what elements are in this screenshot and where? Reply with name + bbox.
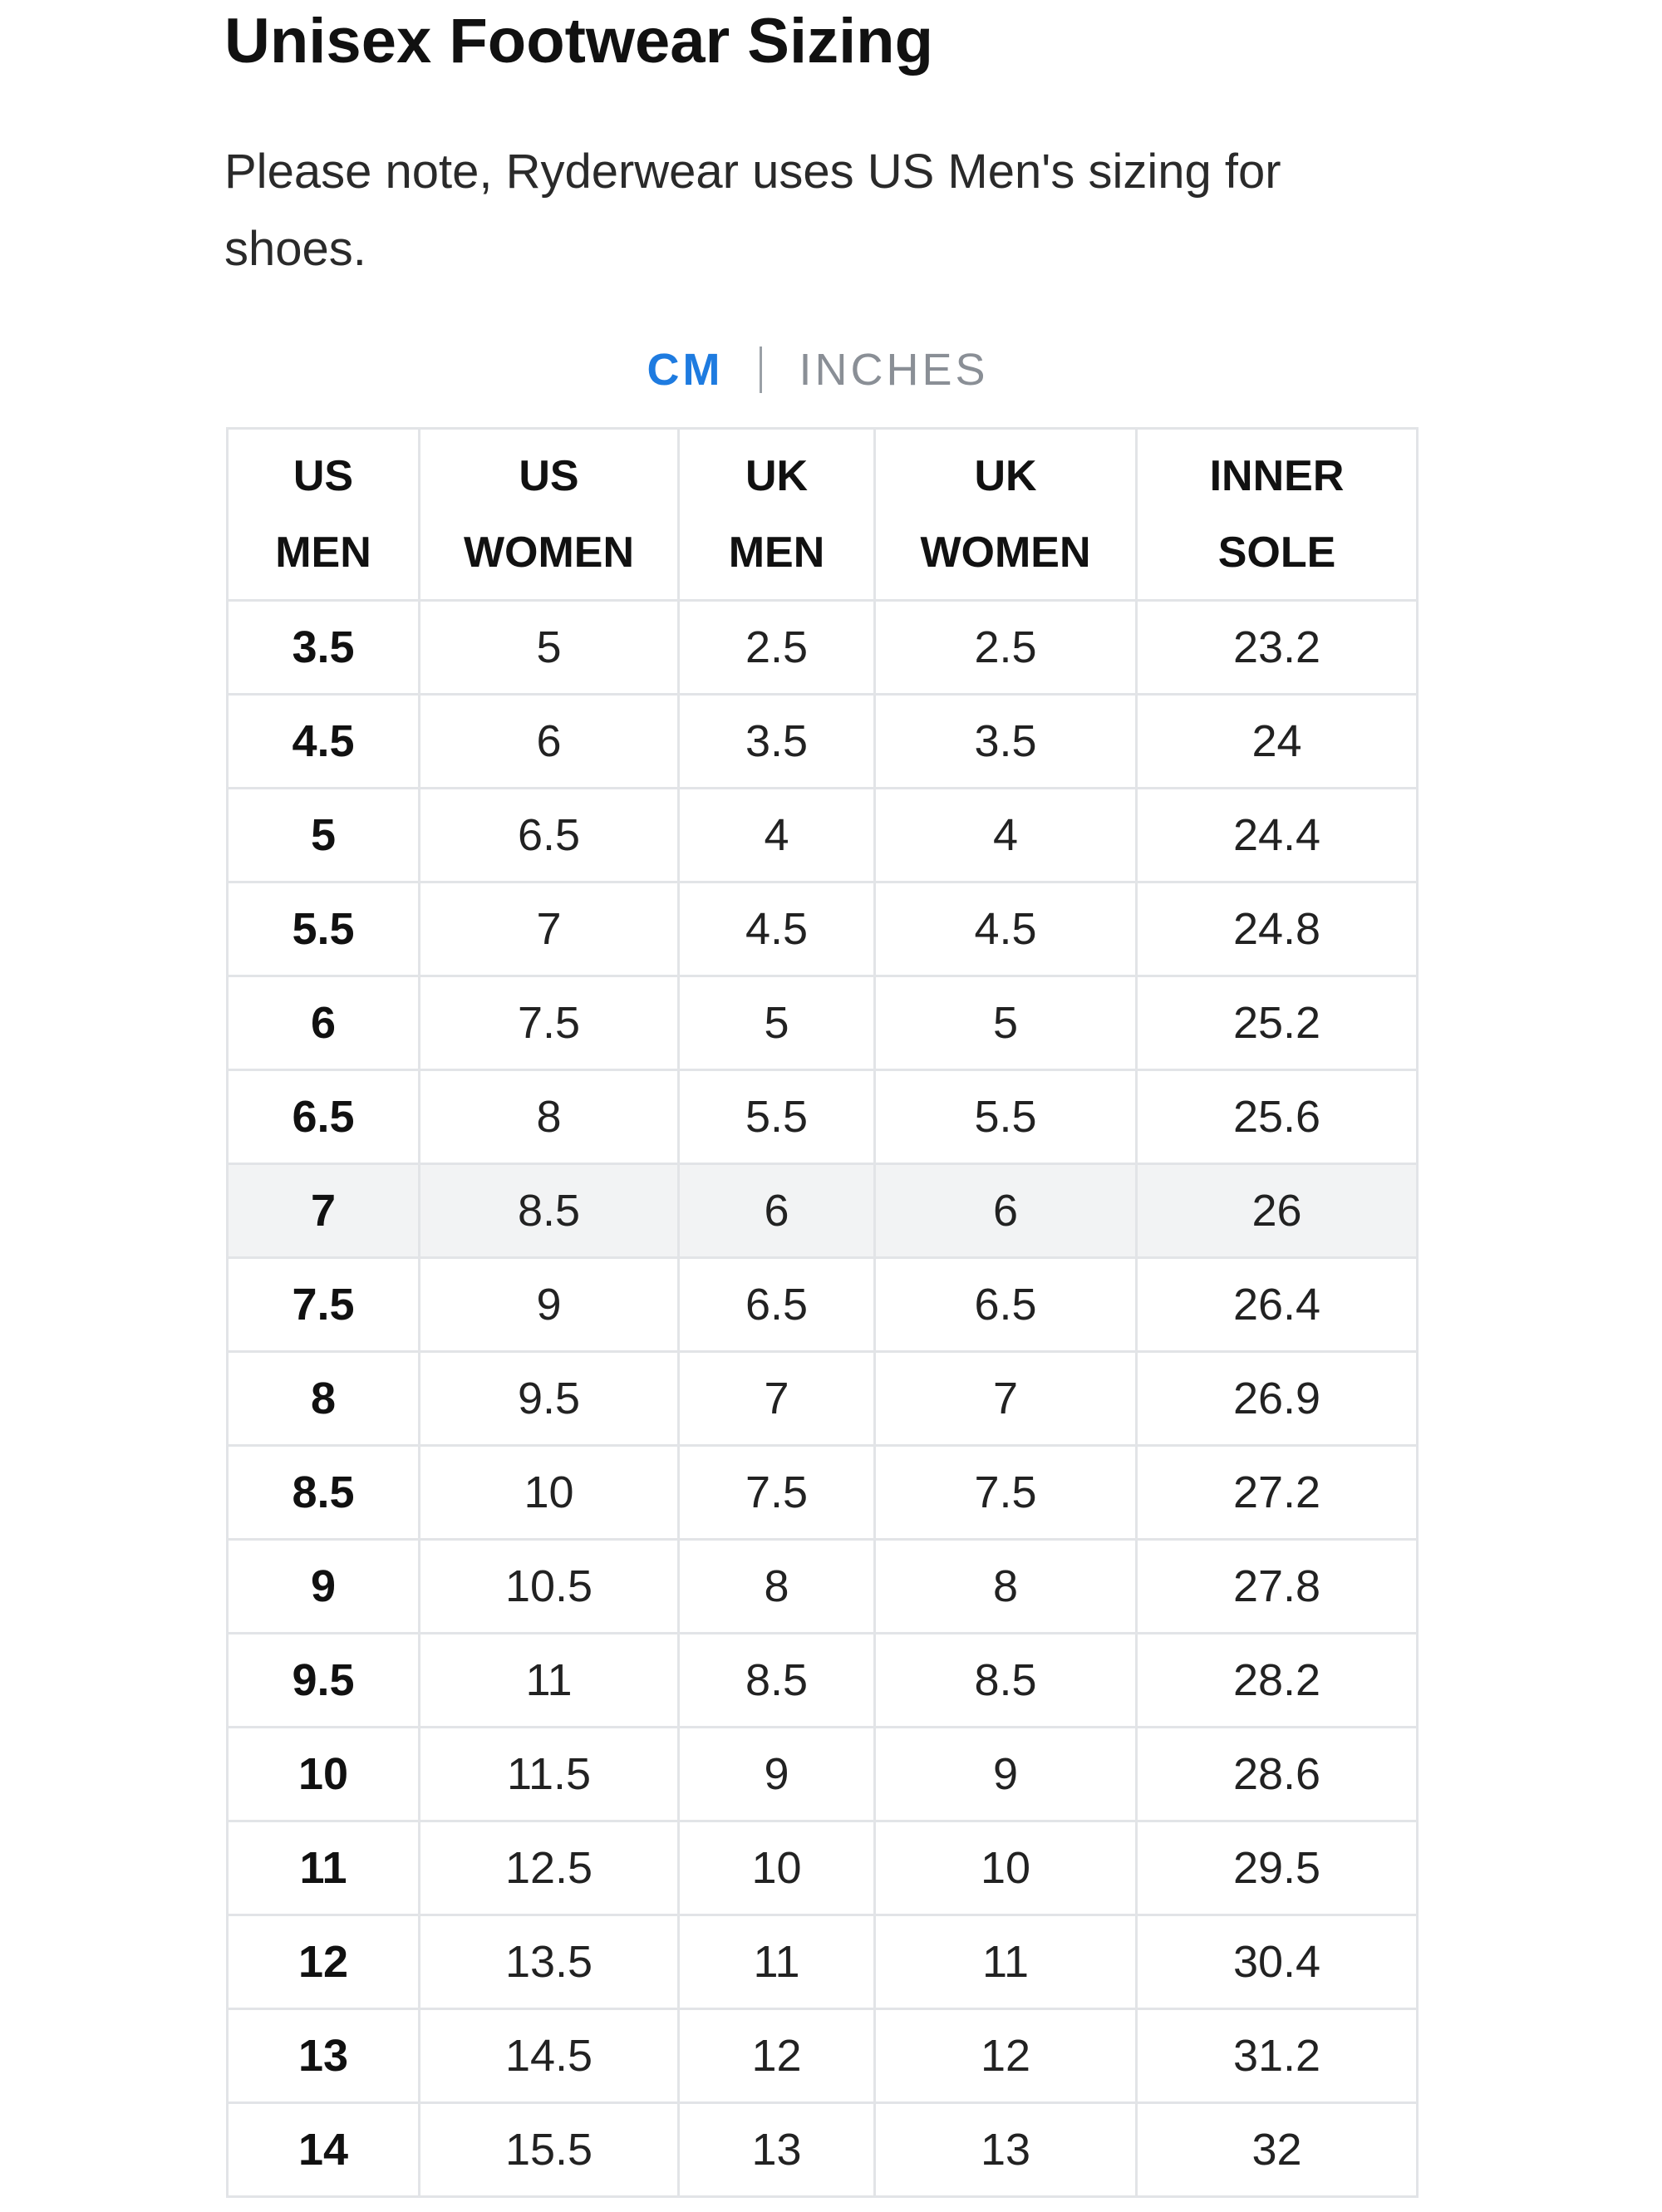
cell-inner-sole: 26.9 <box>1137 1352 1418 1446</box>
cell-us-women: 5 <box>420 601 679 695</box>
cell-uk-men: 7.5 <box>679 1446 875 1540</box>
header-line: US <box>293 452 354 500</box>
cell-uk-men: 5.5 <box>679 1070 875 1164</box>
table-row <box>228 2009 1418 2103</box>
cell-uk-women: 11 <box>875 1915 1137 2009</box>
table-row <box>228 1540 1418 1634</box>
cell-inner-sole: 26.4 <box>1137 1258 1418 1352</box>
cell-us-men: 7.5 <box>228 1258 420 1352</box>
cell-uk-women: 6.5 <box>875 1258 1137 1352</box>
header-line: SOLE <box>1217 528 1336 577</box>
table-row <box>228 976 1418 1070</box>
cell-us-men: 8 <box>228 1352 420 1446</box>
header-uk-women <box>875 429 1137 601</box>
cell-inner-sole: 27.2 <box>1137 1446 1418 1540</box>
cell-uk-women: 4 <box>875 789 1137 882</box>
cell-uk-men: 4.5 <box>679 882 875 976</box>
unit-toggle <box>0 337 1635 403</box>
cell-us-women: 6.5 <box>420 789 679 882</box>
cell-us-men: 7 <box>228 1164 420 1258</box>
cell-uk-men: 6.5 <box>679 1258 875 1352</box>
table-row <box>228 1258 1418 1352</box>
cell-inner-sole: 24.8 <box>1137 882 1418 976</box>
cell-inner-sole: 25.6 <box>1137 1070 1418 1164</box>
header-line: UK <box>745 452 809 500</box>
table-row <box>228 1164 1418 1258</box>
header-line: INNER <box>1209 452 1345 500</box>
cell-us-women: 11 <box>420 1634 679 1728</box>
cell-inner-sole: 24 <box>1137 695 1418 789</box>
cell-uk-men: 10 <box>679 1821 875 1915</box>
cell-us-women: 15.5 <box>420 2103 679 2197</box>
cell-us-men: 5.5 <box>228 882 420 976</box>
size-chart-table <box>226 427 1419 2198</box>
table-header-row <box>228 429 1418 601</box>
cell-uk-men: 4 <box>679 789 875 882</box>
cell-uk-women: 7.5 <box>875 1446 1137 1540</box>
cell-uk-men: 2.5 <box>679 601 875 695</box>
table-row <box>228 695 1418 789</box>
table-row <box>228 2103 1418 2197</box>
sizing-note: Please note, Ryderwear uses US Men's sizing for shoes. <box>224 145 1281 276</box>
table-row <box>228 1352 1418 1446</box>
header-line: MEN <box>275 528 371 577</box>
cell-uk-men: 5 <box>679 976 875 1070</box>
size-table-body <box>228 601 1418 2197</box>
cell-us-women: 11.5 <box>420 1728 679 1821</box>
cell-uk-women: 3.5 <box>875 695 1137 789</box>
cell-uk-women: 5.5 <box>875 1070 1137 1164</box>
table-row <box>228 601 1418 695</box>
cell-uk-men: 6 <box>679 1164 875 1258</box>
cell-uk-women: 10 <box>875 1821 1137 1915</box>
table-row <box>228 1915 1418 2009</box>
page-title: Unisex Footwear Sizing <box>224 6 934 76</box>
cell-uk-men: 7 <box>679 1352 875 1446</box>
header-line: UK <box>974 452 1037 500</box>
cell-uk-women: 13 <box>875 2103 1137 2197</box>
header-line: WOMEN <box>920 528 1091 577</box>
cell-us-men: 11 <box>228 1821 420 1915</box>
cell-us-men: 12 <box>228 1915 420 2009</box>
cell-us-women: 14.5 <box>420 2009 679 2103</box>
cell-inner-sole: 30.4 <box>1137 1915 1418 2009</box>
cell-us-women: 6 <box>420 695 679 789</box>
unit-inches-tab[interactable]: INCHES <box>799 345 989 395</box>
cell-uk-men: 3.5 <box>679 695 875 789</box>
table-row <box>228 1070 1418 1164</box>
table-row <box>228 882 1418 976</box>
cell-uk-women: 8.5 <box>875 1634 1137 1728</box>
cell-uk-men: 8.5 <box>679 1634 875 1728</box>
cell-uk-women: 5 <box>875 976 1137 1070</box>
cell-uk-women: 6 <box>875 1164 1137 1258</box>
cell-us-men: 4.5 <box>228 695 420 789</box>
cell-inner-sole: 27.8 <box>1137 1540 1418 1634</box>
cell-inner-sole: 31.2 <box>1137 2009 1418 2103</box>
cell-us-men: 9.5 <box>228 1634 420 1728</box>
cell-us-men: 5 <box>228 789 420 882</box>
cell-uk-men: 13 <box>679 2103 875 2197</box>
cell-uk-women: 12 <box>875 2009 1137 2103</box>
header-us-men <box>228 429 420 601</box>
cell-us-men: 13 <box>228 2009 420 2103</box>
unit-separator <box>760 347 762 393</box>
table-row <box>228 1728 1418 1821</box>
cell-uk-men: 9 <box>679 1728 875 1821</box>
table-row <box>228 1446 1418 1540</box>
cell-us-women: 12.5 <box>420 1821 679 1915</box>
cell-us-women: 8 <box>420 1070 679 1164</box>
cell-uk-women: 2.5 <box>875 601 1137 695</box>
cell-us-men: 14 <box>228 2103 420 2197</box>
cell-inner-sole: 29.5 <box>1137 1821 1418 1915</box>
cell-uk-men: 8 <box>679 1540 875 1634</box>
cell-uk-men: 12 <box>679 2009 875 2103</box>
cell-us-men: 9 <box>228 1540 420 1634</box>
cell-inner-sole: 24.4 <box>1137 789 1418 882</box>
table-row <box>228 1634 1418 1728</box>
cell-us-men: 8.5 <box>228 1446 420 1540</box>
unit-cm-tab[interactable]: CM <box>647 345 724 395</box>
cell-uk-women: 9 <box>875 1728 1137 1821</box>
cell-us-women: 7 <box>420 882 679 976</box>
cell-us-women: 10 <box>420 1446 679 1540</box>
cell-inner-sole: 28.6 <box>1137 1728 1418 1821</box>
cell-inner-sole: 23.2 <box>1137 601 1418 695</box>
header-us-women <box>420 429 679 601</box>
cell-us-women: 13.5 <box>420 1915 679 2009</box>
header-line: US <box>519 452 579 500</box>
cell-uk-men: 11 <box>679 1915 875 2009</box>
header-uk-men <box>679 429 875 601</box>
cell-inner-sole: 26 <box>1137 1164 1418 1258</box>
table-row <box>228 1821 1418 1915</box>
cell-us-women: 8.5 <box>420 1164 679 1258</box>
table-row <box>228 789 1418 882</box>
cell-us-women: 10.5 <box>420 1540 679 1634</box>
cell-inner-sole: 32 <box>1137 2103 1418 2197</box>
cell-us-men: 6.5 <box>228 1070 420 1164</box>
cell-uk-women: 4.5 <box>875 882 1137 976</box>
cell-us-women: 9.5 <box>420 1352 679 1446</box>
cell-inner-sole: 28.2 <box>1137 1634 1418 1728</box>
cell-us-women: 9 <box>420 1258 679 1352</box>
header-line: MEN <box>728 528 825 577</box>
header-inner-sole <box>1137 429 1418 601</box>
cell-us-men: 3.5 <box>228 601 420 695</box>
cell-us-women: 7.5 <box>420 976 679 1070</box>
header-line: WOMEN <box>463 528 635 577</box>
cell-uk-women: 8 <box>875 1540 1137 1634</box>
cell-inner-sole: 25.2 <box>1137 976 1418 1070</box>
cell-us-men: 6 <box>228 976 420 1070</box>
cell-us-men: 10 <box>228 1728 420 1821</box>
cell-uk-women: 7 <box>875 1352 1137 1446</box>
